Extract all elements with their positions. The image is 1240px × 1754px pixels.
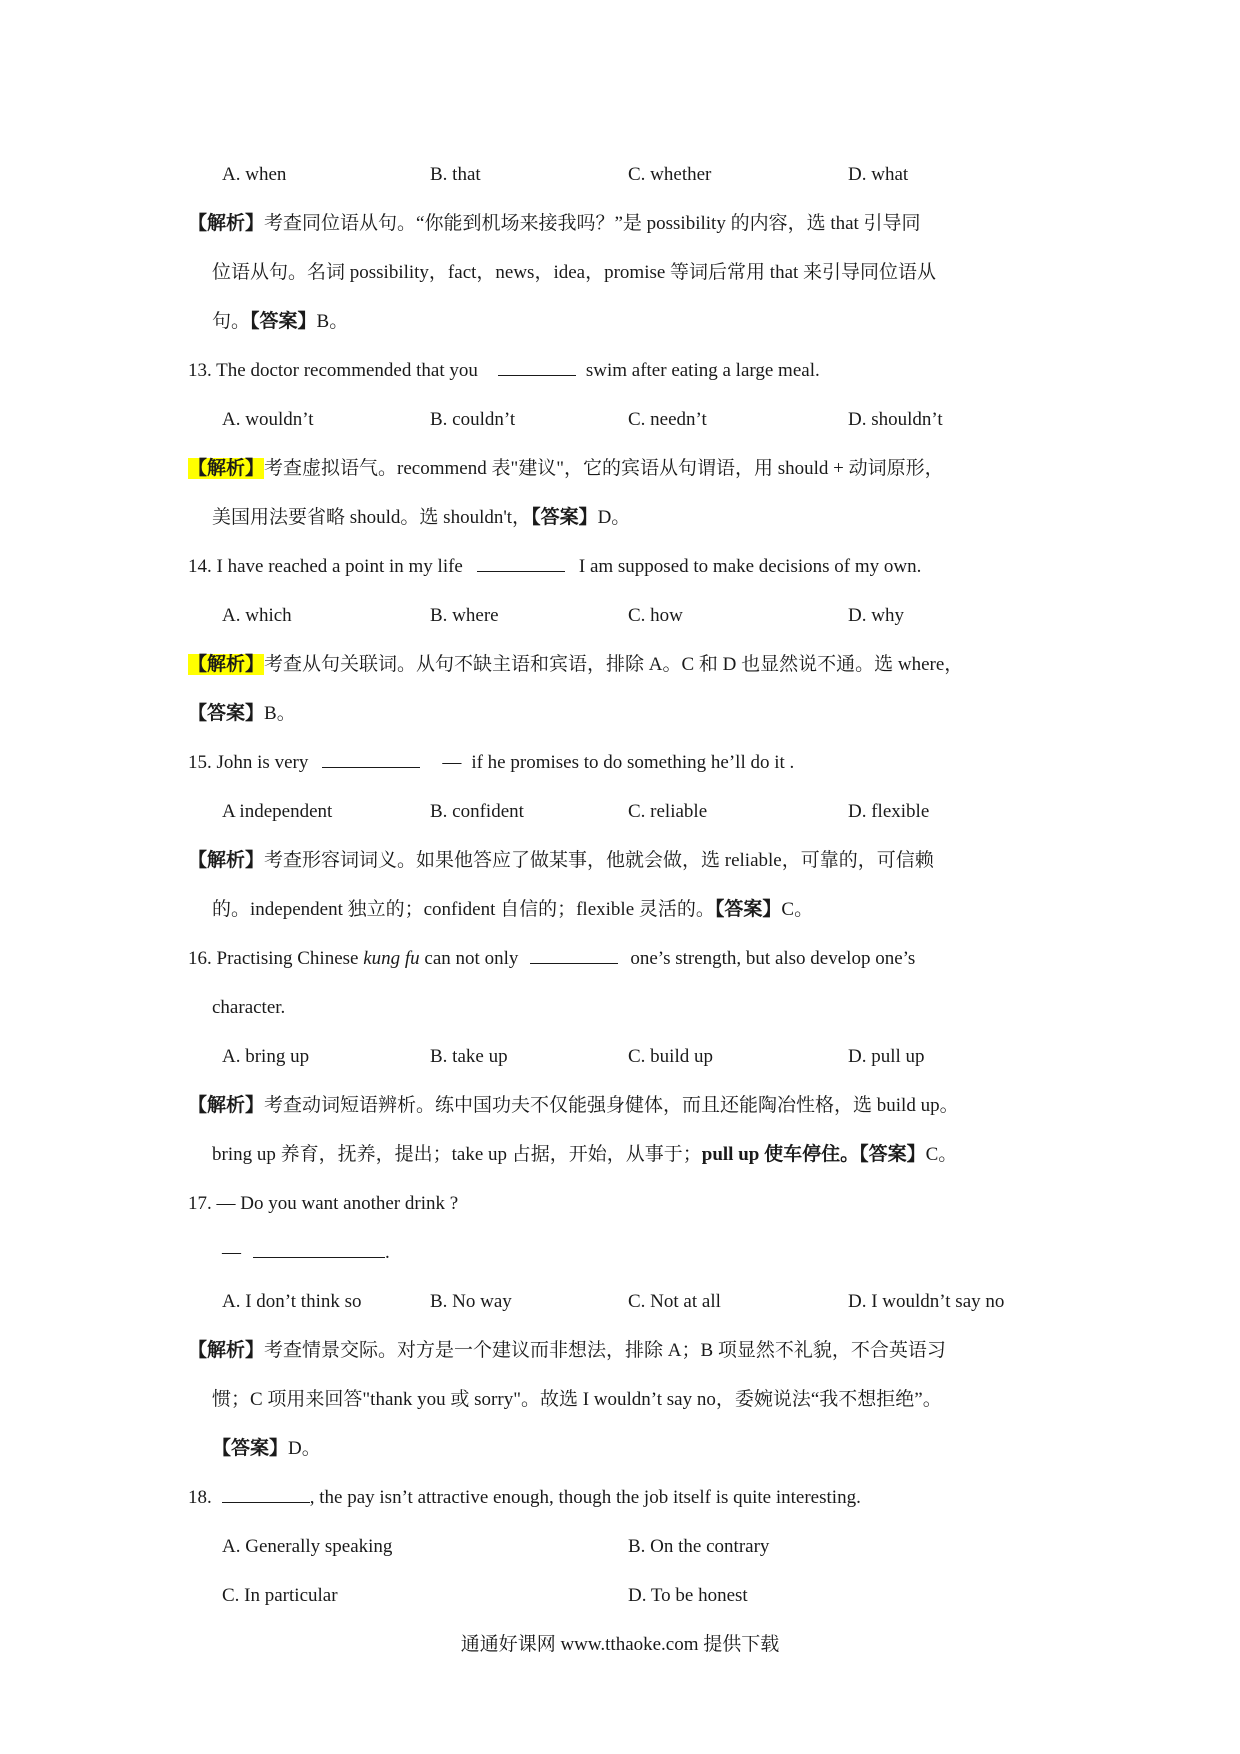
q16-analysis-line2 — [212, 1142, 957, 1168]
q14-option-a: A. which — [222, 605, 292, 626]
answer-blank — [253, 1240, 385, 1258]
q16-option-a: A. bring up — [222, 1046, 310, 1067]
stem-text: if he promises to do something he’ll do it . — [471, 752, 795, 773]
analysis-text: 考查从句关联词。从句不缺主语和宾语，排除 A。C 和 D 也显然说不通。选 where， — [264, 654, 964, 675]
stem-text: . — [385, 1242, 390, 1263]
page-footer: 通通好课网 www.tthaoke.com 提供下载 — [460, 1634, 780, 1655]
q14-stem — [188, 554, 921, 580]
q15-option-a: A independent — [222, 801, 333, 822]
q18-option-c: C. In particular — [222, 1585, 338, 1606]
answer-blank — [530, 946, 618, 964]
answer-value: C。 — [925, 1144, 958, 1165]
analysis-text: 考查动词短语辨析。练中国功夫不仅能强身健体，而且还能陶冶性格，选 build up。 — [264, 1095, 959, 1116]
q14-option-c: C. how — [628, 605, 683, 626]
q15-option-b: B. confident — [430, 801, 524, 822]
q12-option-a: A. when — [222, 164, 287, 185]
analysis-text: 美国用法要省略 should。选 shouldn't， — [212, 507, 532, 528]
q13-option-a: A. wouldn’t — [222, 409, 314, 430]
q17-analysis-line1 — [188, 1338, 946, 1364]
q12-option-b: B. that — [430, 164, 481, 185]
q16-stem — [188, 946, 915, 972]
stem-text: one’s strength, but also develop one’s — [630, 948, 916, 969]
q17-reply — [222, 1240, 390, 1266]
analysis-text: 考查虚拟语气。recommend 表"建议"，它的宾语从句谓语，用 should + 动词原形， — [264, 458, 944, 479]
stem-text: 16. Practising Chinese — [188, 948, 359, 969]
answer-label: 【答案】 — [531, 507, 598, 528]
analysis-text: 考查同位语从句。“你能到机场来接我吗？”是 possibility 的内容，选 that 引导同 — [264, 213, 921, 234]
q17-analysis-line3 — [212, 1436, 321, 1462]
answer-blank — [222, 1485, 310, 1503]
answer-blank — [477, 554, 565, 572]
q14-option-b: B. where — [430, 605, 499, 626]
q17-option-b: B. No way — [430, 1291, 512, 1312]
analysis-label: 【解析】 — [188, 1340, 265, 1361]
q13-option-d: D. shouldn’t — [848, 409, 943, 430]
analysis-label-highlighted: 【解析】 — [188, 654, 265, 675]
analysis-label: 【解析】 — [188, 850, 265, 871]
q16-option-d: D. pull up — [848, 1046, 925, 1067]
analysis-bold-text: pull up 使车停住。 — [701, 1144, 860, 1165]
answer-label: 【答案】 — [212, 1438, 289, 1459]
q12-option-c: C. whether — [628, 164, 712, 185]
stem-text: 18. — [188, 1487, 212, 1508]
analysis-text: 句。 — [212, 311, 251, 332]
q13-analysis-line2 — [212, 505, 630, 531]
q16-analysis-line1 — [188, 1093, 959, 1119]
q18-option-d: D. To be honest — [628, 1585, 748, 1606]
answer-value: C。 — [781, 899, 814, 920]
q15-stem — [188, 750, 794, 776]
q13-option-b: B. couldn’t — [430, 409, 516, 430]
dash: — — [222, 1242, 241, 1263]
q12-analysis-line1 — [188, 211, 921, 237]
q13-stem — [188, 358, 820, 384]
answer-value: D。 — [597, 507, 631, 528]
q17-option-a: A. I don’t think so — [222, 1291, 362, 1312]
answer-label: 【答案】 — [714, 899, 782, 920]
stem-text: 15. John is very — [188, 752, 309, 773]
answer-value: B。 — [264, 703, 296, 724]
q13-analysis-line1 — [188, 456, 944, 482]
answer-value: D。 — [288, 1438, 321, 1459]
q12-analysis-line2: 位语从句。名词 possibility，fact，news，idea，promise 等词后常用 that 来引导同位语从 — [212, 262, 937, 283]
analysis-text: 考查情景交际。对方是一个建议而非想法，排除 A；B 项显然不礼貌，不合英语习 — [264, 1340, 946, 1361]
q18-option-b: B. On the contrary — [628, 1536, 770, 1557]
stem-text: can not only — [424, 948, 519, 969]
answer-blank — [322, 750, 420, 768]
stem-text: , the pay isn’t attractive enough, though the job itself is quite interesting. — [309, 1487, 861, 1508]
q17-option-c: C. Not at all — [628, 1291, 721, 1312]
q12-analysis-line3 — [212, 309, 348, 335]
stem-text: 14. I have reached a point in my life — [188, 556, 463, 577]
stem-text: I am supposed to make decisions of my own. — [578, 556, 922, 577]
analysis-text: bring up 养育，抚养，提出；take up 占据，开始，从事于； — [212, 1144, 702, 1165]
analysis-label: 【解析】 — [188, 1095, 265, 1116]
stem-text: 13. The doctor recommended that you — [188, 360, 478, 381]
q16-option-b: B. take up — [430, 1046, 508, 1067]
analysis-label-highlighted: 【解析】 — [188, 458, 265, 479]
answer-label: 【答案】 — [250, 311, 317, 332]
q14-analysis-line2 — [188, 701, 296, 727]
q14-option-d: D. why — [848, 605, 904, 626]
q13-option-c: C. needn’t — [628, 409, 707, 430]
q18-stem — [188, 1485, 861, 1511]
q16-option-c: C. build up — [628, 1046, 713, 1067]
q17-stem: 17. — Do you want another drink ? — [188, 1193, 459, 1214]
answer-blank — [498, 358, 576, 376]
q15-option-d: D. flexible — [848, 801, 930, 822]
q16-stem-line2: character. — [212, 997, 286, 1018]
answer-label: 【答案】 — [859, 1144, 926, 1165]
stem-text: swim after eating a large meal. — [585, 360, 820, 381]
analysis-text: 考查形容词词义。如果他答应了做某事，他就会做，选 reliable，可靠的，可信赖 — [264, 850, 934, 871]
answer-value: B。 — [316, 311, 349, 332]
analysis-label: 【解析】 — [188, 213, 265, 234]
answer-label: 【答案】 — [188, 703, 265, 724]
q15-option-c: C. reliable — [628, 801, 708, 822]
q17-analysis-line2: 惯；C 项用来回答"thank you 或 sorry"。故选 I wouldn’t say no，委婉说法“我不想拒绝”。 — [212, 1389, 942, 1410]
q15-analysis-line1 — [188, 848, 934, 874]
q14-analysis-line1 — [188, 652, 963, 678]
q17-option-d: D. I wouldn’t say no — [848, 1291, 1005, 1312]
q15-analysis-line2 — [212, 897, 813, 923]
analysis-text: 的。independent 独立的；confident 自信的；flexible 灵活的。 — [212, 899, 715, 920]
dash: — — [442, 752, 462, 773]
stem-italic-text: kung fu — [363, 948, 420, 969]
q18-option-a: A. Generally speaking — [222, 1536, 393, 1557]
q12-option-d: D. what — [848, 164, 909, 185]
